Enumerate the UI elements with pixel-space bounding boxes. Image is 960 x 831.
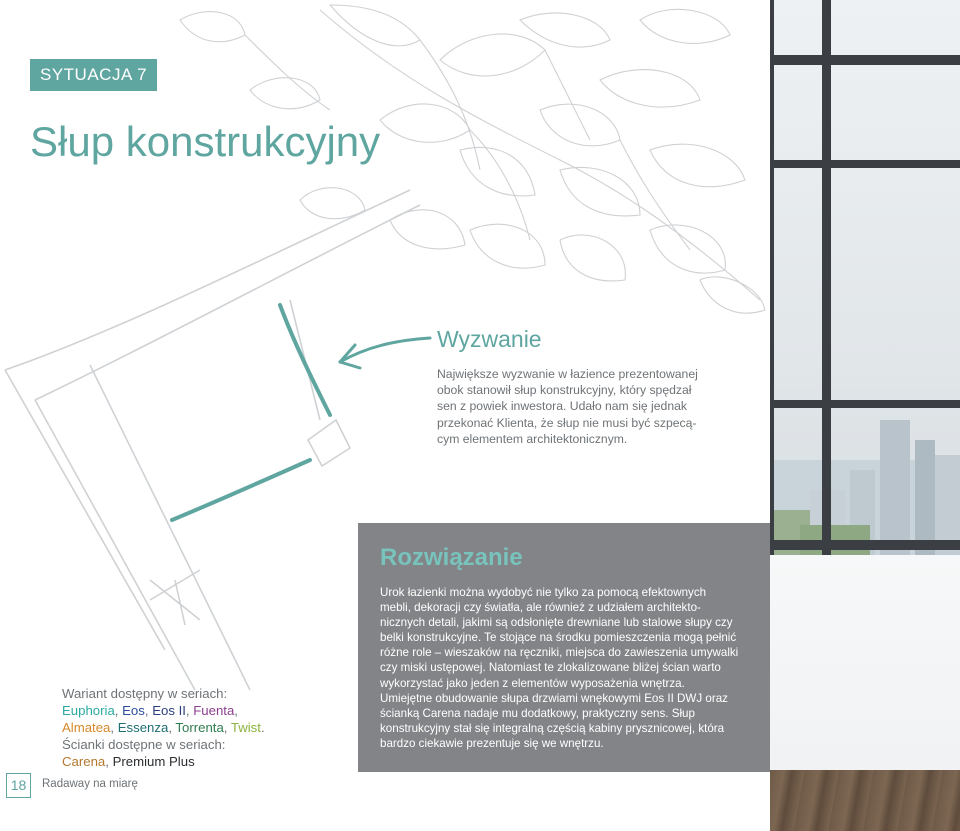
solution-heading: Rozwiązanie xyxy=(380,544,523,571)
footer-section-title: Radaway na miarę xyxy=(42,778,138,790)
situation-tag: SYTUACJA 7 xyxy=(30,59,157,91)
series-name: Essenza xyxy=(117,720,169,735)
page-title: Słup konstrukcyjny xyxy=(30,118,381,165)
challenge-heading: Wyzwanie xyxy=(437,326,542,352)
series-name: Twist xyxy=(230,720,261,735)
solution-text: Urok łazienki można wydobyć nie tylko za pomocą efektownych mebli, dekoracji czy światła, ale również z udziałem architekto-nicznych detali, jakimi są odsłonięte drewniane lub stalowe słupy czy belki konstrukcyjne. Te stojące na środku pomieszczenia mogą pełnić różne role – wieszaków na ręczniki, miejsca do zawieszenia umywalki czy miski ustępowej. Natomiast te zlokalizowane bliżej ścian warto wykorzystać jako jeden z elementów wyposażenia wnętrza. Umiejętne obudowanie słupa drzwiami wnękowymi Eos II DWJ oraz ścianką Carena nadaje mu dodatkowy, praktyczny sens. Słup konstrukcyjny stał się integralną częścią kabiny prysznicowej, która bardzo ciekawie prezentuje się we wnętrzu. xyxy=(380,586,739,750)
challenge-text: Największe wyzwanie w łazience prezentowanej obok stanowił słup konstrukcyjny, który spędzał sen z powiek inwestora. Udało nam się jednak przekonać Klienta, że słup nie musi być szpecą-cym elementem architektonicznym. xyxy=(437,367,698,446)
series-name: Euphoria xyxy=(62,703,115,718)
series-name: Fuenta xyxy=(193,703,235,718)
series-name: Eos II xyxy=(152,703,186,718)
series-name: Almatea xyxy=(62,720,111,735)
series-name: Torrenta xyxy=(175,720,224,735)
page-number: 18 xyxy=(6,773,31,798)
bathroom-window-photo xyxy=(770,0,960,831)
variants-label: Wariant dostępny w seriach: xyxy=(62,686,228,701)
series-name: Premium Plus xyxy=(112,754,195,769)
series-name: Carena xyxy=(62,754,106,769)
series-list-1: Euphoria, Eos, Eos II, Fuenta, Almatea, Essenza, Torrenta, Twist. xyxy=(62,703,265,735)
city-skyline-view xyxy=(770,400,960,560)
series-name: Eos xyxy=(122,703,145,718)
solution-box xyxy=(358,523,770,772)
series-list-2: Carena, Premium Plus xyxy=(62,754,195,769)
panels-label: Ścianki dostępne w seriach: xyxy=(62,737,226,752)
variants-info xyxy=(62,685,322,770)
